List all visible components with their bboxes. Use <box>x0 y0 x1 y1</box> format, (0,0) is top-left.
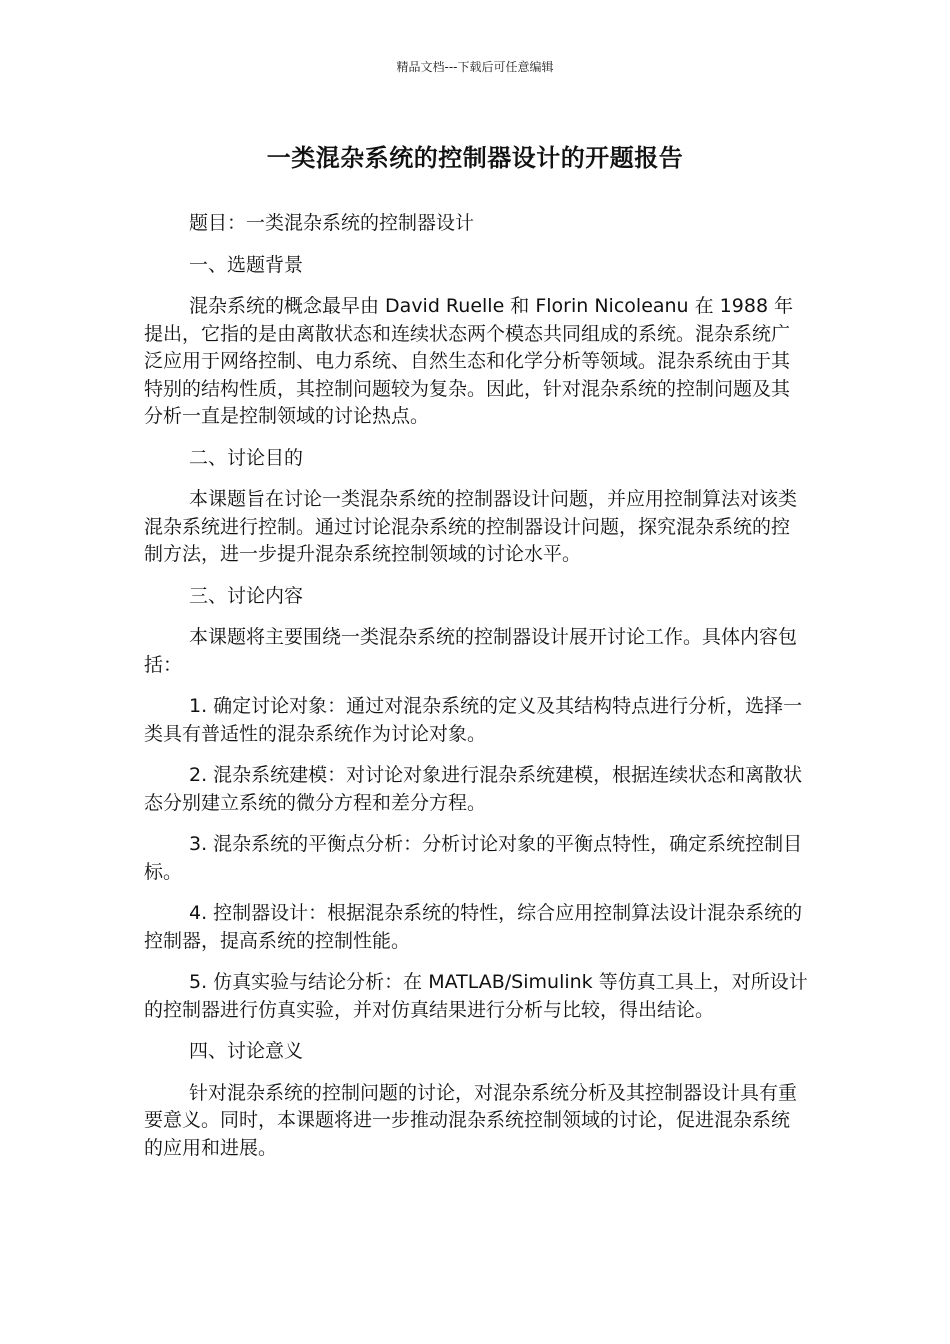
document-body <box>144 210 808 1176</box>
content-item-3: 3. 混杂系统的平衡点分析：分析讨论对象的平衡点特性，确定系统控制目标。 <box>144 833 803 883</box>
section-heading-purpose: 二、讨论目的 <box>189 446 304 469</box>
purpose-paragraph: 本课题旨在讨论一类混杂系统的控制器设计问题，并应用控制算法对该类混杂系统进行控制。通过讨论混杂系统的控制器设计问题，探究混杂系统的控制方法，进一步提升混杂系统控制领域的讨论水平。 <box>144 488 798 565</box>
topic-line: 题目：一类混杂系统的控制器设计 <box>189 212 475 234</box>
document-title: 一类混杂系统的控制器设计的开题报告 <box>266 144 684 172</box>
content-intro-paragraph: 本课题将主要围绕一类混杂系统的控制器设计展开讨论工作。具体内容包括： <box>144 626 798 676</box>
section-heading-content: 三、讨论内容 <box>189 584 304 607</box>
content-item-2: 2. 混杂系统建模：对讨论对象进行混杂系统建模，根据连续状态和离散状态分别建立系统的微分方程和差分方程。 <box>144 764 803 814</box>
section-heading-significance: 四、讨论意义 <box>189 1040 304 1062</box>
section-heading-background: 一、选题背景 <box>189 253 304 276</box>
content-item-1: 1. 确定讨论对象：通过对混杂系统的定义及其结构特点进行分析，选择一类具有普适性的混杂系统作为讨论对象。 <box>144 695 803 745</box>
significance-paragraph: 针对混杂系统的控制问题的讨论，对混杂系统分析及其控制器设计具有重要意义。同时，本课题将进一步推动混杂系统控制领域的讨论，促进混杂系统的应用和进展。 <box>144 1081 798 1159</box>
content-item-5: 5. 仿真实验与结论分析：在 MATLAB/Simulink 等仿真工具上，对所设计的控制器进行仿真实验，并对仿真结果进行分析与比较，得出结论。 <box>144 971 808 1021</box>
header-note: 精品文档---下载后可任意编辑 <box>396 60 554 74</box>
background-paragraph: 混杂系统的概念最早由 David Ruelle 和 Florin Nicoleanu 在 1988 年提出，它指的是由离散状态和连续状态两个模态共同组成的系统。混杂系统广泛应用于网络控制、电力系统、自然生态和化学分析等领域。混杂系统由于其特别的结构性质，其控制问题较为复杂。因此，针对混杂系统的控制问题及其分析一直是控制领域的讨论热点。 <box>144 295 794 427</box>
content-item-4: 4. 控制器设计：根据混杂系统的特性，综合应用控制算法设计混杂系统的控制器，提高系统的控制性能。 <box>144 902 803 952</box>
